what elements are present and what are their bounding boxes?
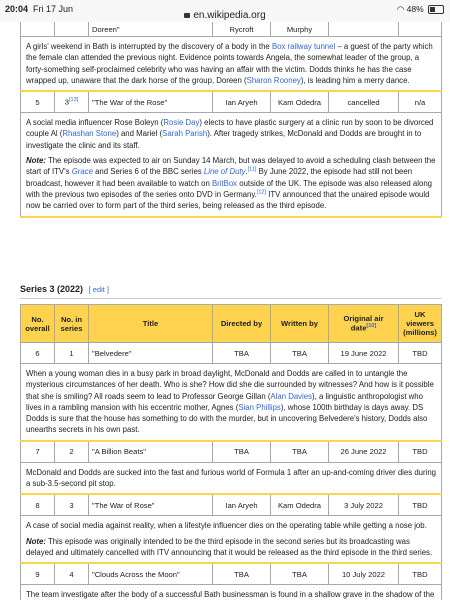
header-viewers: UK viewers (millions) [399,305,442,343]
header-no-overall: No. overall [21,305,55,343]
table-row [21,91,442,113]
episode-date: 10 July 2022 [329,563,399,585]
series3-table-wrapper [20,304,440,600]
article-link[interactable]: Line of Duty [203,167,246,177]
text-run: and Series 6 of the BBC series [92,167,204,177]
article-link[interactable]: Alan Davies [270,391,313,401]
series3-table [20,304,442,600]
episode-viewers: n/a [399,91,442,113]
episode-director: TBA [213,563,271,585]
episode-summary-row [21,113,442,217]
episode-writer: Murphy [271,22,329,37]
episode-viewers [399,22,442,37]
episode-summary-row [21,585,442,600]
header-written-by: Written by [271,305,329,343]
text-run: McDonald and Dodds are sucked into the fast and furious world of Formula 1 after an up-and-coming driver dies during a sub-3.5-second pit stop. [26,467,436,489]
reference-link[interactable]: [11] [247,166,257,173]
series3-body [21,343,442,600]
episode-note [26,536,437,559]
text-run: ITV announced that the unaired episode would now be carried over to form part of the third series, being released as the third episode. [26,189,430,211]
article-link[interactable]: Sian Phillips [238,402,281,412]
text-run: Note: [26,156,46,166]
episode-viewers: TBD [399,441,442,463]
article-link[interactable]: Rosie Day [163,118,200,128]
header-air-date: Original air date[10] [329,305,399,343]
episode-summary [26,589,437,600]
text-run: . [245,167,248,177]
header-title: Title [89,305,213,343]
table-row [21,494,442,516]
url-text: en.wikipedia.org [193,10,266,21]
episode-number: 8 [21,494,55,516]
text-run: Note: [26,536,46,546]
battery-percent: 48% [406,4,424,14]
episode-date [329,22,399,37]
section-title: Series 3 (2022) [20,284,84,294]
text-run: – a guest of the party which the female clan attended the previous night. Evidence points towards Angela, the somewhat leader of the group, a forty-something self-proclaimed celebrity who was having an affair with the victim. Dodds thinks he has the case wrapped up, unaware that the dark horse of the group, Doreen ( [26,42,433,85]
episode-writer: TBA [271,343,329,364]
series2-table-wrapper [20,22,440,218]
article-link[interactable]: Grace [71,167,93,177]
series2-table [20,22,442,218]
episode-summary-row [21,516,442,563]
text-run: ), whose 100th birthday is days away. DS Dodds is sure that the house has something to do with the murder, but in uncovering Belvedere's history, Dodds also unearths secrets in his own past. [26,402,428,435]
episode-writer: TBA [271,563,329,585]
status-bar [0,0,450,22]
episode-summary [26,467,437,490]
episode-number: 5 [21,91,55,113]
text-run: ), is leading him a merry dance. [300,75,410,85]
text-run: ), a linguistic anthropologist who lives in a rambling mansion with his eccentric mother, Agnes ( [26,391,423,412]
text-run: A girls' weekend in Bath is interrupted by the discovery of a body in the [26,42,272,51]
text-run: This episode was originally intended to be the third episode in the second series but its broadcasting was delayed and ultimately cancelled with ITV announcing that it would be released as the third episode in the third series. [26,536,433,557]
table-row [21,441,442,463]
episode-director: Rycroft [213,22,271,37]
episode-in-series [55,22,89,37]
text-run: ) elects to have plastic surgery at a clinic run by soon to be divorced couple Al ( [26,118,434,139]
episode-writer: Kam Odedra [271,494,329,516]
text-run: A social media influencer Rose Boleyn ( [26,118,164,128]
text-run: outside of the UK. The episode was also released along with the previous two episodes of the series onto DVD in Germany. [26,178,432,199]
text-run: The episode was expected to air on Sunday 14 March, but was delayed to avoid a scheduling clash between the start of ITV's [26,156,436,177]
text-run: When a young woman dies in a busy park in broad daylight, McDonald and Dodds are called in to untangle the mysterious circumstances of her death. Who is she? How did she die surrounded by witnesses? And how is it possible that she is smiling? All roads seem to lead to Professor George Gillan ( [26,369,434,401]
status-time: 20:04 Fri 17 Jun [5,4,74,14]
episode-summary [26,520,437,531]
battery-icon [428,5,444,14]
episode-viewers: TBD [399,494,442,516]
episode-director: TBA [213,343,271,364]
reference-link[interactable]: [12] [256,189,267,196]
heading-divider [20,298,441,299]
episode-date: 3 July 2022 [329,494,399,516]
edit-link[interactable]: [ edit ] [88,285,109,294]
episode-date: 26 June 2022 [329,441,399,463]
episode-title: "Clouds Across the Moon" [89,563,213,585]
episode-writer: Kam Odedra [271,91,329,113]
header-no-series: No. in series [55,305,89,343]
episode-in-series: 3 [55,494,89,516]
episode-director: Ian Aryeh [213,91,271,113]
episode-summary [26,368,437,436]
episode-summary-row [21,462,442,494]
page-content [0,22,450,600]
episode-number: 9 [21,563,55,585]
episode-viewers: TBD [399,563,442,585]
article-link[interactable]: Sarah Parish [162,129,208,139]
header-directed-by: Directed by [213,305,271,343]
text-run: The team investigate after the body of a successful Bath businessman is found in a shallow grave in the shadow of the [26,590,435,600]
table-row [21,563,442,585]
episode-in-series: 1 [55,343,89,364]
episode-title: Doreen" [89,22,213,37]
table-header-row [21,305,442,343]
wifi-icon: ◠ [396,4,405,14]
episode-title: "The War of Rose" [89,494,213,516]
episode-title: "The War of the Rose" [89,91,213,113]
text-run: ) and Mariel ( [116,129,163,139]
article-link[interactable]: BritBox [211,178,238,188]
article-link[interactable]: Sharon Rooney [246,75,301,85]
status-right [397,4,444,15]
episode-date: cancelled [329,91,399,113]
episode-in-series: 4 [55,563,89,585]
text-run: ). After tragedy strikes, McDonald and Dodds are brought in to investigate the clinic and its staff. [26,129,422,150]
episode-date: 19 June 2022 [329,343,399,364]
table-row [21,22,442,37]
episode-summary-row [21,364,442,441]
episode-title: "A Billion Beats" [89,441,213,463]
episode-in-series: 2 [55,441,89,463]
episode-summary [26,117,437,151]
episode-in-series: 3[13] [55,91,89,113]
lock-icon [184,13,190,18]
article-link[interactable]: Rhashan Stone [62,129,117,139]
section-heading [20,284,109,294]
reference-link[interactable]: [13] [69,97,79,104]
episode-title: "Belvedere" [89,343,213,364]
episode-number: 7 [21,441,55,463]
text-run: A case of social media against reality, when a lifestyle influencer dies on the operating table while getting a nose job. [26,521,427,531]
address-bar[interactable] [0,10,450,21]
reference-link[interactable]: [10] [366,323,377,330]
text-run: By June 2022, the episode had still not been broadcast, however it had been available to watch on [26,167,413,188]
episode-summary-row [21,37,442,92]
episode-number: 6 [21,343,55,364]
episode-note [26,155,437,211]
episode-writer: TBA [271,441,329,463]
episode-director: TBA [213,441,271,463]
episode-director: Ian Aryeh [213,494,271,516]
table-row [21,343,442,364]
episode-summary [26,41,437,86]
episode-number [21,22,55,37]
episode-viewers: TBD [399,343,442,364]
article-link[interactable]: Box railway tunnel [271,42,336,51]
